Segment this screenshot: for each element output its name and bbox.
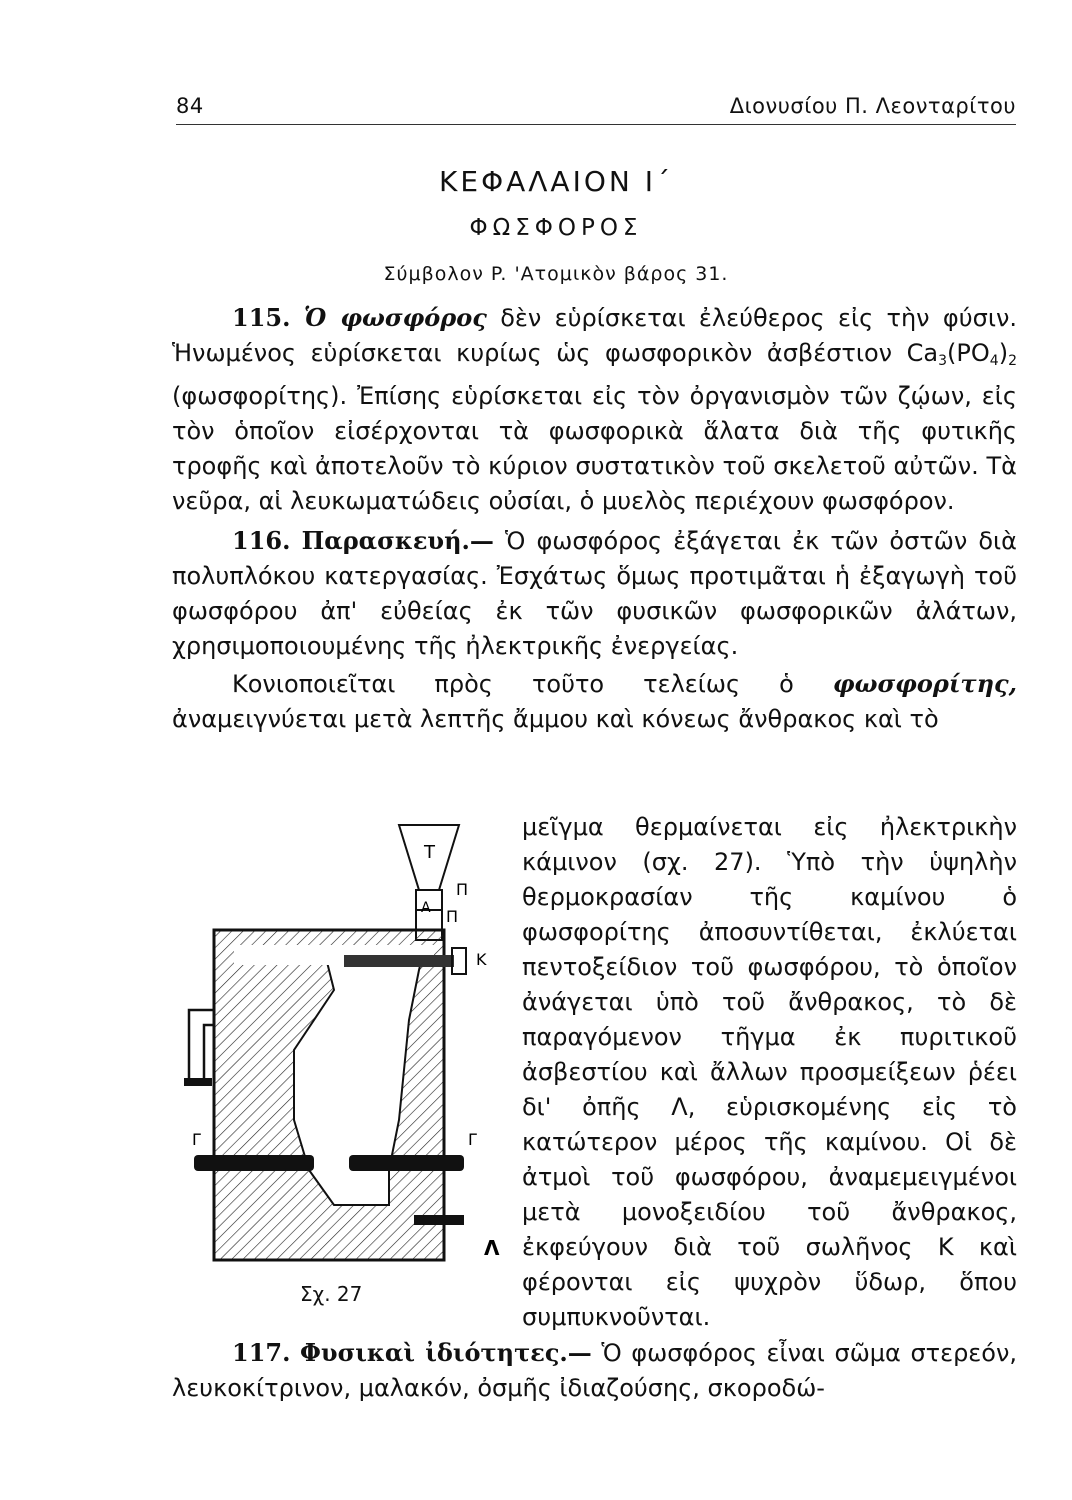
outlet-tube-k (344, 955, 454, 967)
label-g-left: Γ (192, 1130, 201, 1149)
section-115 (172, 300, 1017, 519)
formula-subscript: 2 (1008, 353, 1017, 369)
formula-subscript: 3 (938, 353, 948, 369)
section-text: Ὁ φωσφόρος εἶναι σῶμα στερεόν, λευκοκίτρινον, μαλακόν, ὀσμῆς ἰδιαζούσης, σκοροδώ- (172, 1339, 1017, 1402)
running-header (176, 90, 1016, 125)
formula-text: (PO (947, 339, 990, 367)
side-pipe-flange (184, 1078, 212, 1086)
side-pipe (189, 1010, 214, 1080)
body-upper (172, 300, 1017, 737)
label-p1: Π (456, 880, 469, 899)
running-author: Διονυσίου Π. Λεονταρίτου (729, 94, 1016, 118)
element-title: ΦΩΣΦΟΡΟΣ (469, 215, 643, 241)
paragraph-text: Κονιοποιεῖται πρὸς τοῦτο τελείως ὁ (232, 670, 833, 698)
section-text: Ὁ φωσφόρος ἐξάγεται ἐκ τῶν ὀστῶν διὰ πολυπλόκου κατεργασίας. Ἐσχάτως ὅμως προτιμᾶται ἡ ἐξαγωγὴ τοῦ φωσφόρου ἀπ' εὐθείας ἐκ τῶν φυσικῶν φωσφορικῶν ἀλάτων, χρησιμοποιουμένης τῆς ἠλεκτρικῆς ἐνεργείας. (172, 527, 1017, 660)
label-g-right: Γ (468, 1130, 477, 1149)
body-wrap (522, 810, 1017, 1335)
body-lower (172, 1335, 1017, 1406)
section-117 (172, 1335, 1017, 1406)
symbol-line: Σύμβολον P. 'Ατομικὸν βάρος 31. (383, 263, 729, 285)
formula-text: ) (998, 339, 1009, 367)
section-116 (172, 523, 1017, 664)
furnace-figure (184, 820, 504, 1300)
section-number: 116. (232, 526, 291, 555)
figure-caption: Σχ. 27 (300, 1282, 363, 1306)
page-number: 84 (176, 94, 204, 118)
section-number: 117. (232, 1338, 291, 1367)
slag-outlet (414, 1215, 464, 1225)
section-heading: Φυσικαὶ ἰδιότητες.— (300, 1338, 592, 1367)
label-l: Λ (484, 1236, 500, 1260)
label-a: Α (421, 900, 431, 916)
label-p2: Π (446, 907, 459, 926)
electrode-left (194, 1155, 314, 1171)
section-term: Ὁ φωσφόρος (303, 303, 487, 332)
electrode-right (349, 1155, 464, 1171)
paragraph-text: ἀναμειγνύεται μετὰ λεπτῆς ἄμμου καὶ κόνεως ἄνθρακος καὶ τὸ (172, 705, 939, 733)
section-number: 115. (232, 303, 291, 332)
label-k: Κ (476, 950, 487, 969)
section-heading: Παρασκευή.— (301, 526, 494, 555)
paragraph-2-start (172, 666, 1017, 737)
paragraph-2-wrap: μεῖγμα θερμαίνεται εἰς ἠλεκτρικὴν κάμινον (σχ. 27). Ὑπὸ τὴν ὑψηλὴν θερμοκρασίαν τῆς καμίνου ὁ φωσφορίτης ἀποσυντίθεται, ἐκλύεται πεντοξείδιον τοῦ φωσφόρου, τὸ ὁποῖον ἀνάγεται ὑπὸ τοῦ ἄνθρακος, τὸ δὲ παραγόμενον τῆγμα ἐκ πυριτικοῦ ἀσβεστίου καὶ ἄλλων προσμείξεων ῥέει δι' ὀπῆς Λ, εὑρισκομένης εἰς τὸ κατώτερον μέρος τῆς καμίνου. Οἱ δὲ ἀτμοὶ τοῦ φωσφόρου, ἀναμεμειγμένοι μετὰ μονοξειδίου τοῦ ἄνθρακος, ἐκφεύγουν διὰ τοῦ σωλῆνος Κ καὶ φέρονται εἰς ψυχρὸν ὕδωρ, ὅπου συμπυκνοῦνται. (522, 813, 1017, 1331)
paragraph-term: φωσφορίτης, (832, 669, 1017, 698)
section-text: (φωσφορίτης). Ἐπίσης εὑρίσκεται εἰς τὸν ὀργανισμὸν τῶν ζῴων, εἰς τὸν ὁποῖον εἰσέρχονται τὰ φωσφορικὰ ἅλατα διὰ τῆς φυτικῆς τροφῆς καὶ ἀποτελοῦν τὸ κύριον συστατικὸν τοῦ σκελετοῦ αὐτῶν. Τὰ νεῦρα, αἱ λευκωματώδεις οὐσίαι, ὁ μυελὸς περιέχουν φωσφόρον. (172, 382, 1017, 515)
formula-subscript: 4 (989, 353, 999, 369)
chapter-title: ΚΕΦΑΛΑΙΟΝ Ι΄ (439, 165, 673, 198)
section-text: δὲν εὑρίσκεται ἐλεύθερος εἰς τὴν φύσιν. Ἡνωμένος εὑρίσκεται κυρίως ὡς φωσφορικὸν ἀσβέστιον Ca (172, 304, 1017, 367)
label-t: Τ (424, 842, 435, 863)
